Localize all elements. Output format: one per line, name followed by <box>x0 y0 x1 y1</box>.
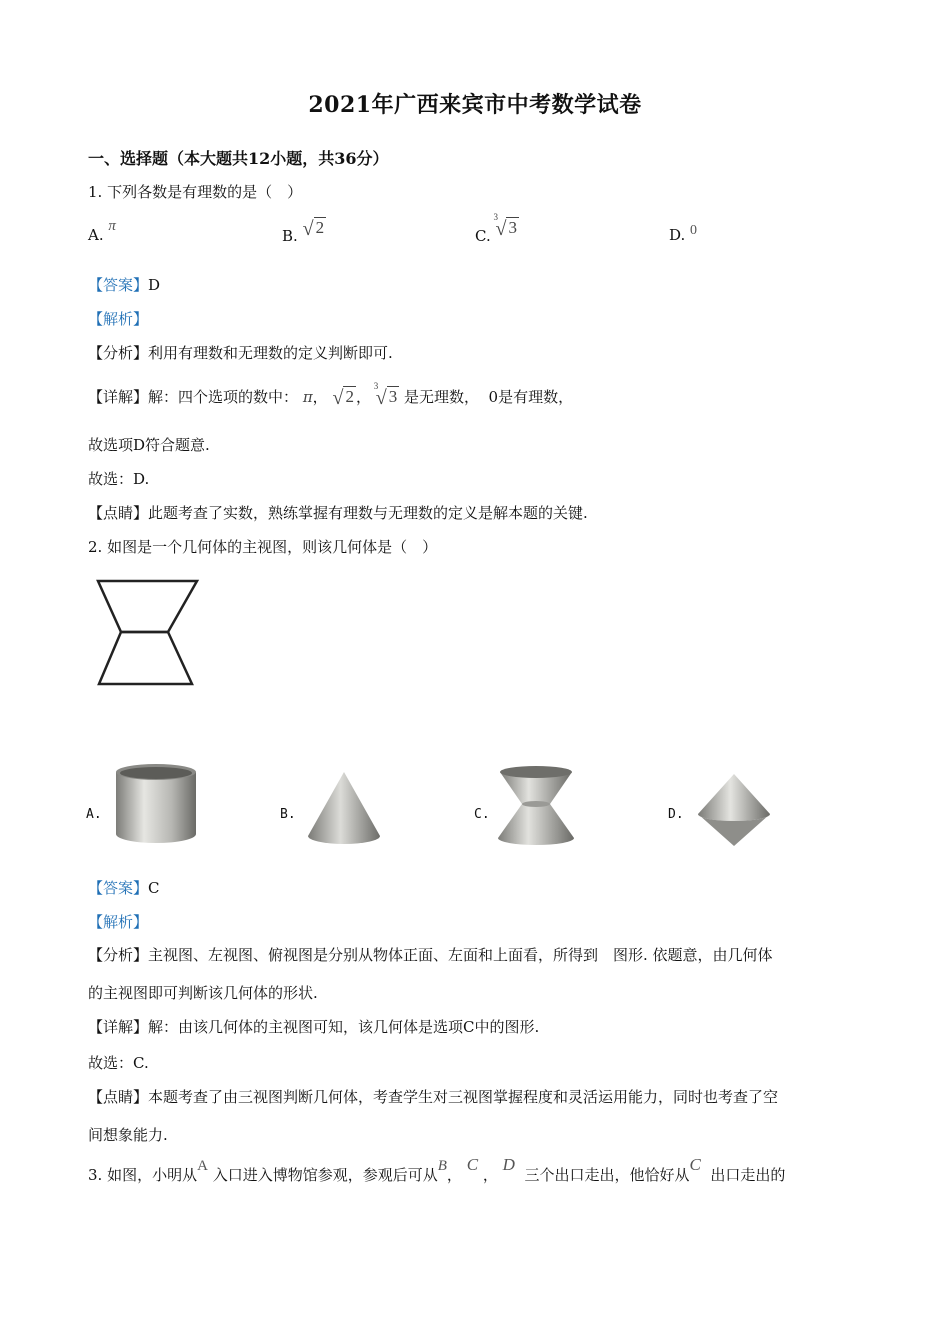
q1-option-c: C. 3 √ 3 <box>475 212 517 245</box>
q1-stem: 1. 下列各数是有理数的是（ ） <box>88 183 303 201</box>
q2-jiexi: 【解析】 <box>88 913 149 931</box>
double-cone-image <box>692 770 776 850</box>
q1-dianjing: 【点睛】此题考查了实数，熟练掌握有理数与无理数的定义是解本题的关键. <box>88 504 588 522</box>
q1-jiexi: 【解析】 <box>88 310 149 328</box>
sqrt-2: √ 2 <box>302 218 325 240</box>
q1-option-d: D. 0 <box>669 223 698 244</box>
q2-option-b-label: B. <box>280 807 296 822</box>
cylinder-image <box>108 762 208 850</box>
q2-line3: 故选：C. <box>88 1054 149 1072</box>
q1-line2: 故选项D符合题意. <box>88 436 210 454</box>
q2-dianjing: 【点睛】本题考查了由三视图判断几何体，考查学生对三视图掌握程度和灵活运用能力，同时也考查了空 <box>88 1088 779 1106</box>
section-heading: 一、选择题（本大题共12小题，共36分） <box>88 149 389 168</box>
cbrt-3: 3 √ 3 <box>493 212 517 240</box>
cone-image <box>300 768 386 848</box>
q2-option-d-label: D. <box>668 807 684 822</box>
q1-answer: 【答案】D <box>88 276 161 294</box>
q1-option-a: A. π <box>88 218 116 244</box>
q2-stem: 2. 如图是一个几何体的主视图，则该几何体是（ ） <box>88 538 438 556</box>
q1-xiangjie: 【详解】解：四个选项的数中： π， √ 2 ， 3 √ 3 是无理数， 0是有理数， <box>88 381 574 409</box>
q2-answer: 【答案】C <box>88 879 160 897</box>
q1-option-b: B. √ 2 <box>282 218 325 245</box>
pi-symbol: π <box>108 218 116 234</box>
front-view-figure <box>88 572 208 692</box>
q2-fenxi: 【分析】主视图、左视图、俯视图是分别从物体正面、左面和上面看，所得到 图形. 依题意，由几何体 <box>88 946 773 964</box>
pi-symbol: π <box>302 388 313 406</box>
q2-option-a-label: A. <box>86 807 102 822</box>
q2-xiangjie: 【详解】解：由该几何体的主视图可知，该几何体是选项C中的图形. <box>88 1018 540 1036</box>
q2-option-c-label: C. <box>474 807 490 822</box>
q1-line3: 故选：D. <box>88 470 150 488</box>
q3-stem: 3. 如图，小明从A 入口进入博物馆参观，参观后可从B， C ， D 三个出口走出，他恰好从C 出口走出的 <box>88 1155 786 1184</box>
page-title: 2021年广西来宾市中考数学试卷 <box>308 92 642 118</box>
double-frustum-image <box>494 762 580 850</box>
q2-dianjing-cont: 间想象能力. <box>88 1126 168 1144</box>
q2-fenxi-cont: 的主视图即可判断该几何体的形状. <box>88 984 318 1002</box>
q1-fenxi: 【分析】利用有理数和无理数的定义判断即可. <box>88 344 393 362</box>
